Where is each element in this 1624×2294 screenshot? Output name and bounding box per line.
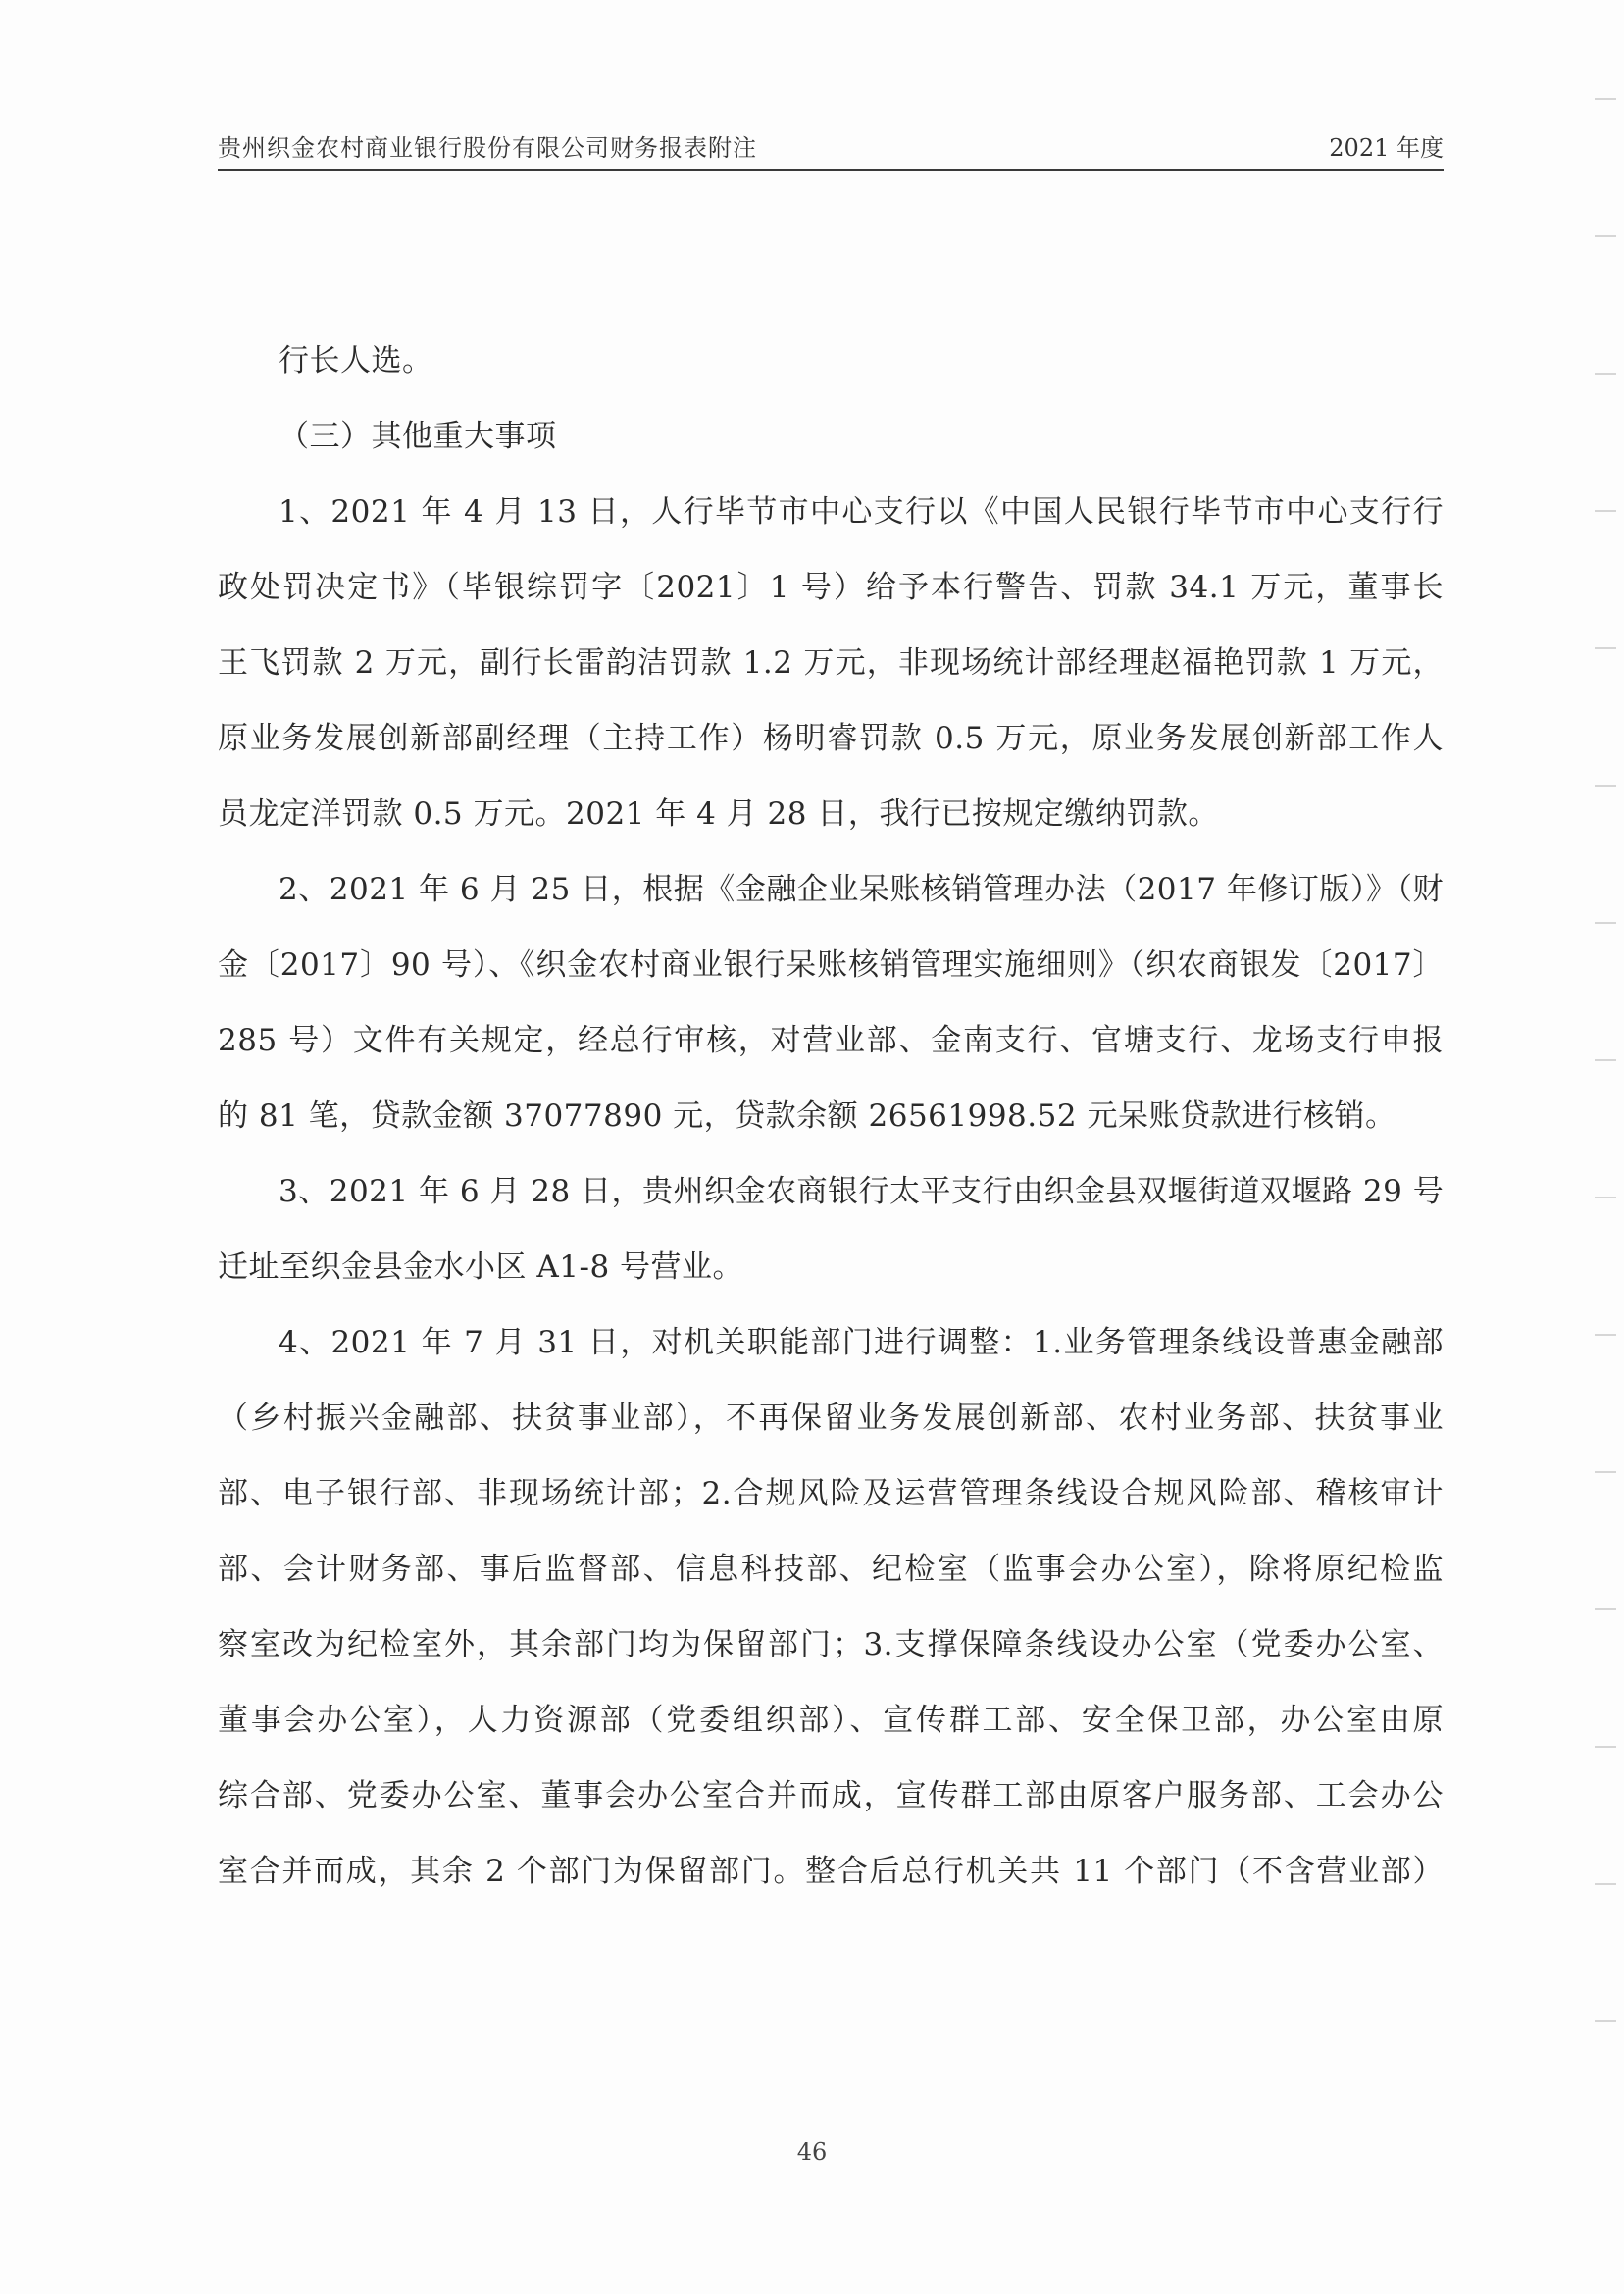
scan-mark <box>1595 2020 1616 2022</box>
text-line: 285 号）文件有关规定，经总行审核，对营业部、金南支行、官塘支行、龙场支行申报 <box>218 1023 1444 1058</box>
margin-scan-marks <box>1585 0 1624 2294</box>
page-header <box>218 126 1444 171</box>
scan-mark <box>1595 98 1616 100</box>
text-line: 部、电子银行部、非现场统计部；2.合规风险及运营管理条线设合规风险部、稽核审计 <box>218 1476 1444 1511</box>
text-line: 4、2021 年 7 月 31 日，对机关职能部门进行调整：1.业务管理条线设普惠金融部 <box>279 1325 1444 1360</box>
text-line: 员龙定洋罚款 0.5 万元。2021 年 4 月 28 日，我行已按规定缴纳罚款。 <box>218 796 1219 832</box>
text-line: 行长人选。 <box>279 343 433 379</box>
scan-mark <box>1595 785 1616 787</box>
scan-mark <box>1595 1059 1616 1061</box>
text-line: 2、2021 年 6 月 25 日，根据《金融企业呆账核销管理办法（2017 年修订版）》（财 <box>279 872 1444 907</box>
text-line: 政处罚决定书》（毕银综罚字〔2021〕1 号）给予本行警告、罚款 34.1 万元，董事长 <box>218 570 1444 605</box>
scan-mark <box>1595 235 1616 237</box>
text-line: 原业务发展创新部副经理（主持工作）杨明睿罚款 0.5 万元，原业务发展创新部工作人 <box>218 721 1444 756</box>
scan-mark <box>1595 1883 1616 1885</box>
scan-mark <box>1595 1197 1616 1198</box>
scan-mark <box>1595 922 1616 924</box>
header-title: 贵州织金农村商业银行股份有限公司财务报表附注 <box>218 134 757 162</box>
text-line: 3、2021 年 6 月 28 日，贵州织金农商银行太平支行由织金县双堰街道双堰路 29 号 <box>279 1174 1445 1209</box>
text-line: 察室改为纪检室外，其余部门均为保留部门；3.支撑保障条线设办公室（党委办公室、 <box>218 1627 1444 1662</box>
page-number: 46 <box>796 2138 828 2166</box>
scan-mark <box>1595 1471 1616 1473</box>
scan-mark <box>1595 647 1616 649</box>
body-text <box>218 324 1444 1910</box>
text-line: （乡村振兴金融部、扶贫事业部），不再保留业务发展创新部、农村业务部、扶贫事业 <box>218 1401 1444 1436</box>
text-line: 迁址至织金县金水小区 A1-8 号营业。 <box>218 1249 744 1285</box>
text-line: 金〔2017〕90 号）、《织金农村商业银行呆账核销管理实施细则》（织农商银发〔2017〕 <box>218 947 1444 983</box>
text-line: 室合并而成，其余 2 个部门为保留部门。整合后总行机关共 11 个部门（不含营业部） <box>218 1854 1444 1889</box>
text-line: 王飞罚款 2 万元，副行长雷韵洁罚款 1.2 万元，非现场统计部经理赵福艳罚款 1 万元， <box>218 645 1444 681</box>
text-line: 1、2021 年 4 月 13 日，人行毕节市中心支行以《中国人民银行毕节市中心支行行 <box>279 494 1444 530</box>
scan-mark <box>1595 1746 1616 1748</box>
scan-mark <box>1595 1334 1616 1336</box>
text-line: （三）其他重大事项 <box>279 419 557 454</box>
text-line: 的 81 笔，贷款金额 37077890 元，贷款余额 26561998.52 元呆账贷款进行核销。 <box>218 1098 1396 1134</box>
header-year: 2021 年度 <box>1329 134 1444 162</box>
text-line: 董事会办公室），人力资源部（党委组织部）、宣传群工部、安全保卫部，办公室由原 <box>218 1703 1444 1738</box>
scan-mark <box>1595 1608 1616 1610</box>
scan-mark <box>1595 373 1616 375</box>
scan-mark <box>1595 510 1616 512</box>
text-line: 部、会计财务部、事后监督部、信息科技部、纪检室（监事会办公室），除将原纪检监 <box>218 1552 1444 1587</box>
text-line: 综合部、党委办公室、董事会办公室合并而成，宣传群工部由原客户服务部、工会办公 <box>218 1778 1444 1813</box>
